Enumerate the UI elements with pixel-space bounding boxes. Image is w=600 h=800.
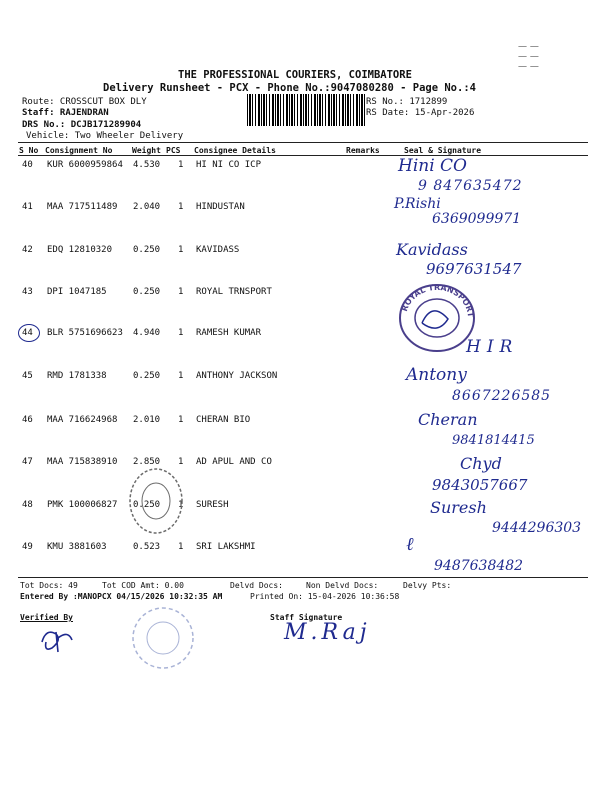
rs-number: RS No.: 1712899 xyxy=(366,97,448,107)
printed-on: Printed On: 15-04-2026 10:36:58 xyxy=(250,592,400,601)
row-handwritten-name: Cheran xyxy=(418,410,478,429)
row-consignee: ROYAL TRNSPORT xyxy=(196,287,272,297)
row-consignment: KMU 3881603 xyxy=(47,542,107,552)
row-handwritten-mark: ℓ xyxy=(406,534,414,555)
row-pcs: 1 xyxy=(178,457,184,467)
col-consignee: Consignee Details xyxy=(194,146,276,155)
route-label: Route: CROSSCUT BOX DLY xyxy=(22,97,147,107)
row-sno: 46 xyxy=(22,415,33,425)
row-weight: 0.250 xyxy=(133,371,161,381)
row-consignment: KUR 6000959864 xyxy=(47,160,123,170)
company-title: THE PROFESSIONAL COURIERS, COIMBATORE xyxy=(178,69,412,81)
row-pcs: 1 xyxy=(178,542,184,552)
row-handwritten-name: Chyd xyxy=(460,454,502,473)
row-pcs: 1 xyxy=(178,500,184,510)
row-sno: 47 xyxy=(22,457,33,467)
row-consignee: SRI LAKSHMI xyxy=(196,542,256,552)
staff-signature: M.Raj xyxy=(284,620,371,645)
row-pcs: 1 xyxy=(178,202,184,212)
non-delivered-docs: Non Delvd Docs: xyxy=(306,581,379,590)
row-consignee: HI NI CO ICP xyxy=(196,160,262,170)
row-consignment: PMK 100006827 xyxy=(47,500,118,510)
row-sno: 43 xyxy=(22,287,33,297)
row-handwritten-phone: 9487638482 xyxy=(434,558,524,574)
row-handwritten-name: Suresh xyxy=(430,498,487,517)
footer-rule xyxy=(18,577,588,578)
row-handwritten-name: HIR xyxy=(466,337,519,357)
row-consignee: HINDUSTAN xyxy=(196,202,245,212)
row-weight: 2.010 xyxy=(133,415,161,425)
row-pcs: 1 xyxy=(178,287,184,297)
row-weight: 0.523 xyxy=(133,542,161,552)
col-remarks: Remarks xyxy=(346,146,380,155)
row-handwritten-name: Antony xyxy=(406,365,467,385)
col-pcs: PCS xyxy=(166,146,181,155)
row-pcs: 1 xyxy=(178,415,184,425)
row-consignment: MAA 717511489 xyxy=(47,202,118,212)
staff-label: Staff: RAJENDRAN xyxy=(22,108,109,118)
row-handwritten-name: Kavidass xyxy=(396,240,468,259)
row-weight: 0.250 xyxy=(133,500,161,510)
corner-tally-marks: — — — — — — xyxy=(518,42,539,72)
row-handwritten-phone: 9 847635472 xyxy=(418,178,523,194)
row-handwritten-phone: 8667226585 xyxy=(452,388,552,404)
row-consignment: MAA 715838910 xyxy=(47,457,118,467)
col-sno: S No xyxy=(19,146,39,155)
royal-transport-stamp xyxy=(398,283,476,353)
vehicle-label: Vehicle: Two Wheeler Delivery xyxy=(26,131,184,141)
row-consignee: AD APUL AND CO xyxy=(196,457,272,467)
row-handwritten-phone: 9843057667 xyxy=(432,476,528,494)
row-pcs: 1 xyxy=(178,328,184,338)
row-weight: 2.040 xyxy=(133,202,161,212)
faint-office-stamp xyxy=(130,604,196,672)
row-consignment: EDQ 12810320 xyxy=(47,245,113,255)
row-sno: 44 xyxy=(22,328,33,338)
row-sno: 40 xyxy=(22,160,33,170)
row-sno: 41 xyxy=(22,202,33,212)
row-handwritten-phone: 6369099971 xyxy=(432,211,522,227)
row-consignee: SURESH xyxy=(196,500,229,510)
row-consignee: ANTHONY JACKSON xyxy=(196,371,278,381)
row-pcs: 1 xyxy=(178,245,184,255)
row-consignment: MAA 716624968 xyxy=(47,415,118,425)
drs-number: DRS No.: DCJB171289904 xyxy=(22,120,142,130)
row-consignment: DPI 1047185 xyxy=(47,287,107,297)
row-consignee: KAVIDASS xyxy=(196,245,240,255)
row-handwritten-phone: 9444296303 xyxy=(492,520,582,536)
entered-by: Entered By :MANOPCX 04/15/2026 10:32:35 AM xyxy=(20,592,223,601)
table-header-rule xyxy=(18,155,588,156)
col-seal: Seal & Signature xyxy=(404,146,482,155)
row-handwritten-phone: 9697631547 xyxy=(426,260,522,278)
col-weight: Weight xyxy=(132,146,161,155)
barcode xyxy=(247,94,365,126)
row-consignment: BLR 5751696623 xyxy=(47,328,123,338)
row-handwritten-phone: 9841814415 xyxy=(452,433,535,448)
row-handwritten-name: Hini CO xyxy=(398,156,467,176)
row-pcs: 1 xyxy=(178,160,184,170)
delivery-points: Delvy Pts: xyxy=(403,581,452,590)
delivered-docs: Delvd Docs: xyxy=(230,581,283,590)
verified-signature xyxy=(36,622,76,656)
table-top-rule xyxy=(18,142,588,143)
row-weight: 4.940 xyxy=(133,328,161,338)
row-weight: 0.250 xyxy=(133,287,161,297)
row-sno: 48 xyxy=(22,500,33,510)
svg-text:ROYAL TRANSPORT xyxy=(400,283,475,318)
row-sno: 49 xyxy=(22,542,33,552)
stamp-text: ROYAL TRANSPORT xyxy=(399,283,476,318)
row-consignee: RAMESH KUMAR xyxy=(196,328,262,338)
row-consignee: CHERAN BIO xyxy=(196,415,251,425)
row-weight: 2.850 xyxy=(133,457,161,467)
total-docs: Tot Docs: 49 xyxy=(20,581,78,590)
staff-signature-label: Staff Signature xyxy=(270,613,343,622)
row-consignment: RMD 1781338 xyxy=(47,371,107,381)
runsheet-subtitle: Delivery Runsheet - PCX - Phone No.:9047080280 - Page No.:4 xyxy=(103,82,476,94)
verified-by-label: Verified By xyxy=(20,613,73,622)
row-weight: 4.530 xyxy=(133,160,161,170)
row-handwritten-name: P.Rishi xyxy=(394,196,441,212)
row-weight: 0.250 xyxy=(133,245,161,255)
rs-date: RS Date: 15-Apr-2026 xyxy=(366,108,475,118)
total-cod: Tot COD Amt: 0.00 xyxy=(102,581,184,590)
row-pcs: 1 xyxy=(178,371,184,381)
col-consignment: Consignment No xyxy=(45,146,113,155)
row-sno: 45 xyxy=(22,371,33,381)
round-office-stamp xyxy=(126,466,186,536)
row-sno: 42 xyxy=(22,245,33,255)
